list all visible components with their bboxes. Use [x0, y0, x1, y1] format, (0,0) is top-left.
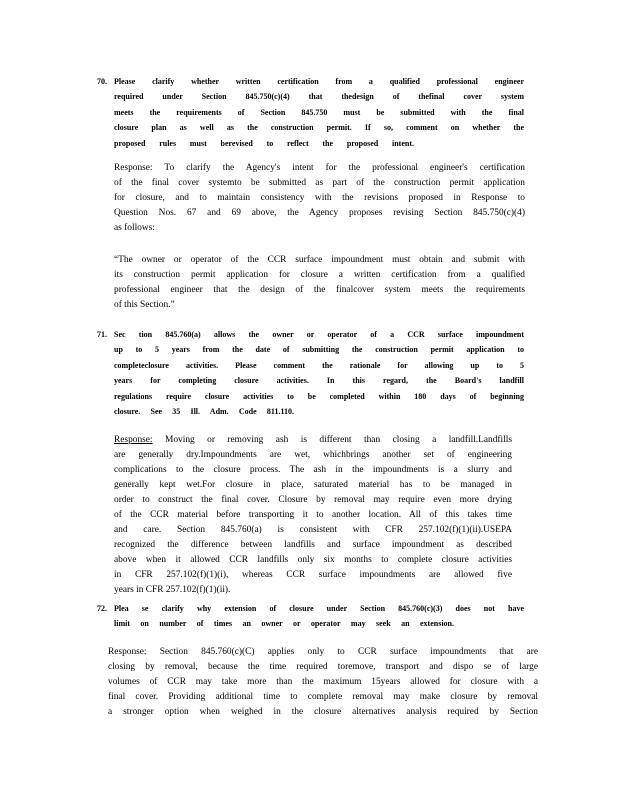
quoted-rule-text	[114, 253, 525, 313]
question-line: meets the requirements of Section 845.750 must be submitted with the final	[114, 107, 524, 117]
question-72	[97, 601, 524, 632]
response-line: Response: To clarify the Agency's intent for the professional engineer's certification	[114, 163, 525, 173]
response-line: in CFR 257.102(f)(1)(i), whereas CCR surface impoundments are allowed five	[114, 570, 512, 580]
response-line: Question Nos. 67 and 69 above, the Agency proposes revising Section 845.750(c)(4)	[114, 208, 525, 218]
question-70	[97, 74, 524, 151]
response-label: Response:	[114, 435, 153, 445]
response-line: for closure, and to maintain consistency with the revisions proposed in Response to	[114, 193, 525, 203]
question-number: 71.	[97, 330, 107, 339]
response-72	[108, 645, 538, 720]
response-line: a stronger option when weighed in the closure alternatives analysis required by Section	[108, 707, 538, 717]
response-line: volumes of CCR may take more than the maximum 15years allowed for closure with a	[108, 677, 538, 687]
response-line: “The owner or operator of the CCR surface impoundment must obtain and submit with	[114, 255, 525, 265]
question-line: completeclosure activities. Please comment the rationale for allowing up to 5	[114, 360, 524, 370]
question-line: proposed rules must berevised to reflect the proposed intent.	[114, 138, 414, 148]
question-line: Sec tion 845.760(a) allows the owner or operator of a CCR surface impoundment	[114, 330, 524, 339]
response-line: of this Section.”	[114, 300, 175, 310]
response-line: years in CFR 257.102(f)(1)(ii).	[114, 585, 231, 595]
question-number: 72.	[97, 604, 107, 613]
question-line: Please clarify whether written certification from a qualified professional engineer	[114, 77, 524, 86]
response-line: generally kept wet.For closure in place, saturated material has to be managed in	[114, 480, 512, 490]
response-line: final cover. Providing additional time to complete removal may make closure by removal	[108, 692, 538, 702]
response-line: Response: Section 845.760(c)(C) applies only to CCR surface impoundments that are	[108, 647, 538, 657]
question-line: closure. See 35 Ill. Adm. Code 811.110.	[114, 407, 294, 417]
response-line: above when it allowed CCR landfills only six months to complete closure activities	[114, 555, 512, 565]
question-line: required under Section 845.750(c)(4) that thedesign of thefinal cover system	[114, 92, 524, 102]
response-line: and care. Section 845.760(a) is consistent with CFR 257.102(f)(1)(ii).USEPA	[114, 525, 512, 535]
response-71	[114, 433, 512, 598]
response-line: its construction permit application for closure a written certification from a qualified	[114, 270, 525, 280]
response-line: as follows:	[114, 223, 155, 233]
question-line: limit on number of times an owner or operator may seek an extension.	[114, 619, 454, 629]
response-line: recognized the difference between landfills and surface impoundment as described	[114, 540, 512, 550]
response-70	[114, 161, 525, 236]
question-line: up to 5 years from the date of submitting the construction permit application to	[114, 345, 524, 355]
question-line: Plea se clarify why extension of closure under Section 845.760(c)(3) does not have	[114, 604, 524, 613]
question-line: closure plan as well as the construction permit. If so, comment on whether the	[114, 123, 524, 133]
question-71	[97, 327, 524, 419]
response-line: of the final cover systemto be submitted as part of the construction permit application	[114, 178, 525, 188]
response-line: closing by removal, because the time required toremove, transport and dispo se of large	[108, 662, 538, 672]
response-line: order to construct the final cover. Closure by removal may require even more drying	[114, 495, 512, 505]
response-line: are generally dry.Impoundments are wet, whichbrings another set of engineering	[114, 450, 512, 460]
question-line: years for completing closure activities. In this regard, the Board's landfill	[114, 376, 524, 386]
response-line: complications to the closure process. The ash in the impoundments is a slurry and	[114, 465, 512, 475]
response-line: Response: Moving or removing ash is different than closing a landfill.Landfills	[114, 435, 512, 445]
question-line: regulations require closure activities to be completed within 180 days of beginning	[114, 391, 524, 401]
response-line: professional engineer that the design of the finalcover system meets the requirements	[114, 285, 525, 295]
question-number: 70.	[97, 77, 107, 86]
response-line: of the CCR material before transporting it to another location. All of this takes time	[114, 510, 512, 520]
